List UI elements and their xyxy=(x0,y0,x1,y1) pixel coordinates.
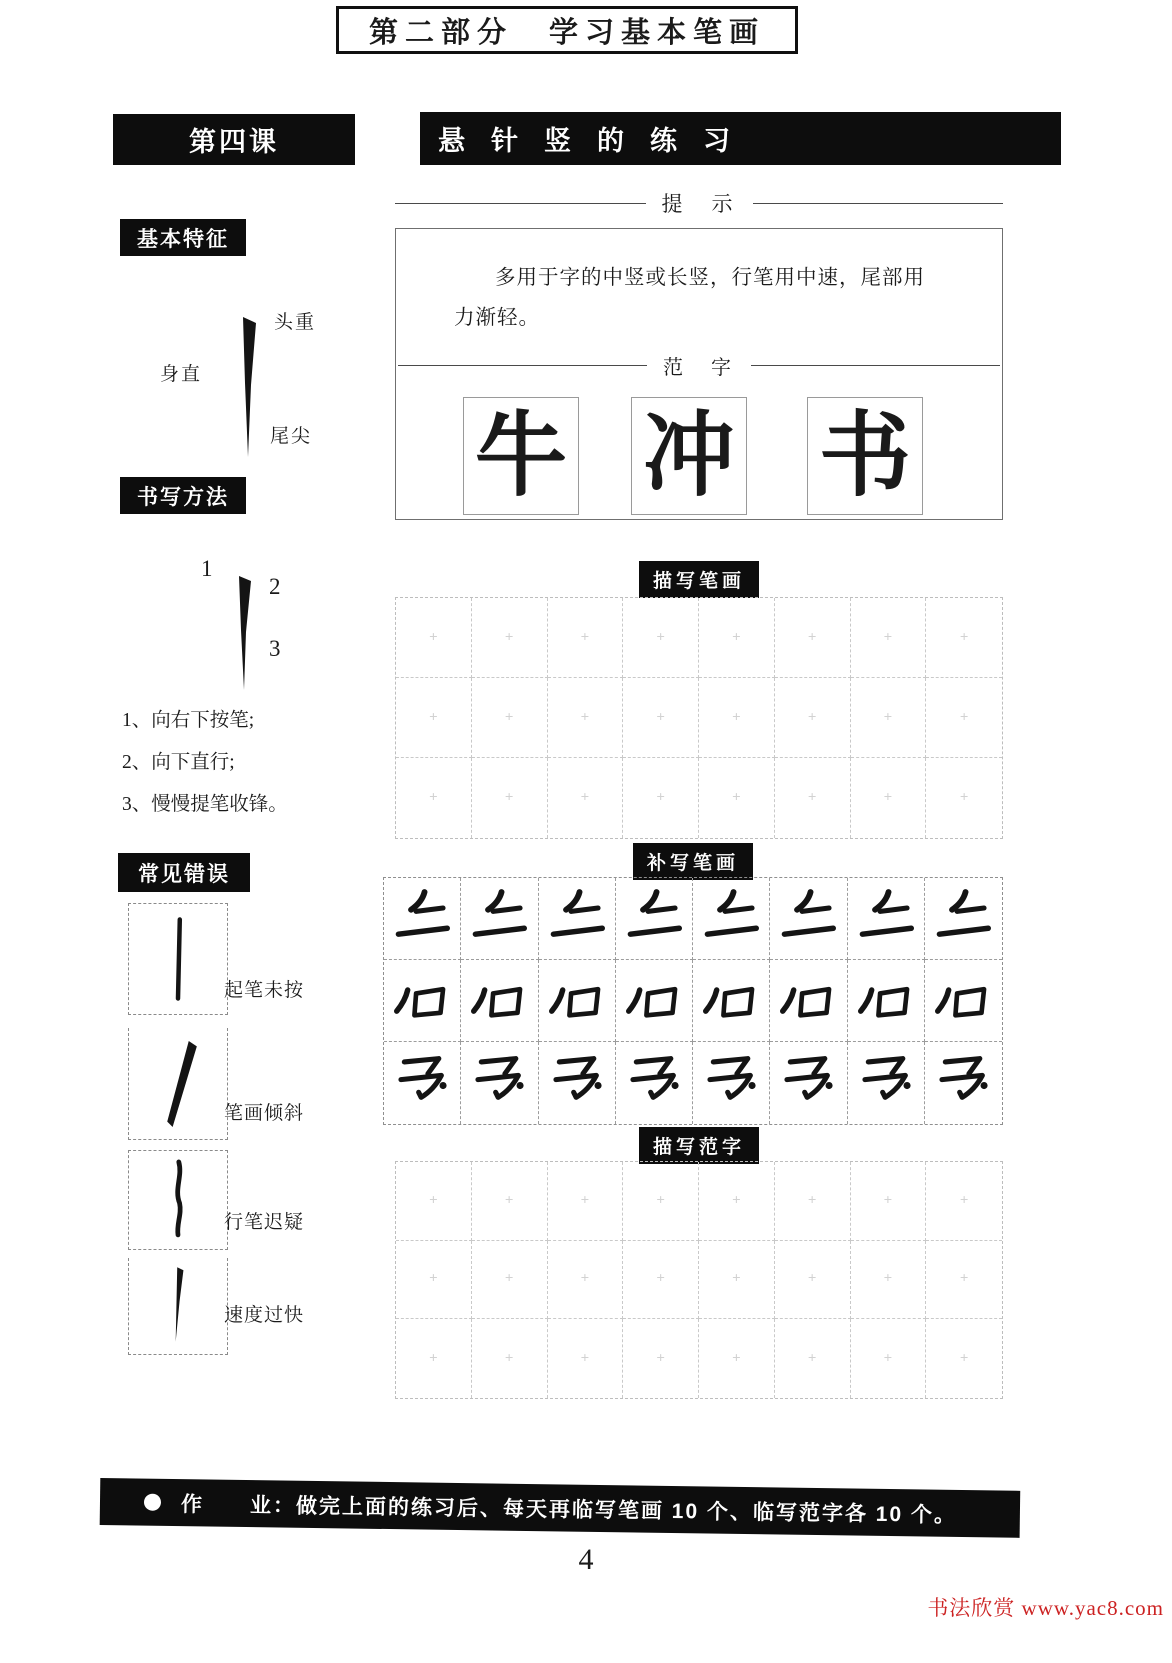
partial-chong-glyph xyxy=(467,966,531,1036)
unpressed-start-stroke-icon xyxy=(132,907,224,1011)
practice-cell xyxy=(623,1319,699,1398)
error-label: 速度过快 xyxy=(224,1305,305,1326)
partial-shu-glyph xyxy=(545,1048,609,1118)
practice-cell xyxy=(851,678,927,758)
step-mark-3: 3 xyxy=(269,636,281,661)
practice-cell xyxy=(548,1241,624,1320)
partial-shu-glyph xyxy=(390,1048,454,1118)
practice-cell xyxy=(472,1319,548,1398)
practice-cell xyxy=(472,1241,548,1320)
page-number: 4 xyxy=(578,1543,594,1576)
practice-cell xyxy=(926,1162,1002,1241)
practice-cell xyxy=(548,1162,624,1241)
partial-niu-glyph xyxy=(854,884,918,954)
feature-annotation-bottom: 尾尖 xyxy=(270,426,313,447)
practice-cell xyxy=(770,960,847,1042)
practice-cell xyxy=(775,1241,851,1320)
hint-heading-row xyxy=(395,188,1003,218)
practice-cell xyxy=(699,1241,775,1320)
practice-cell xyxy=(775,758,851,838)
practice-cell xyxy=(775,1162,851,1241)
practice-cell xyxy=(693,960,770,1042)
method-stroke-icon xyxy=(227,570,261,694)
hint-heading: 提 示 xyxy=(661,192,737,216)
partial-niu-glyph xyxy=(776,884,840,954)
partial-chong-glyph xyxy=(854,966,918,1036)
hint-text: 多用于字的中竖或长竖，行笔用中速，尾部用力渐轻。 xyxy=(454,267,925,329)
trace-models-grid xyxy=(395,1161,1003,1399)
hesitant-stroke-icon xyxy=(132,1154,224,1246)
practice-cell xyxy=(693,878,770,960)
practice-cell xyxy=(848,960,925,1042)
error-label: 起笔未按 xyxy=(224,980,305,1001)
rule-line xyxy=(395,203,646,204)
practice-cell xyxy=(461,1042,538,1124)
practice-cell xyxy=(623,1241,699,1320)
practice-cell xyxy=(384,1042,461,1124)
method-step: 3、慢慢提笔收锋。 xyxy=(122,794,288,815)
practice-cell xyxy=(396,1241,472,1320)
practice-cell xyxy=(693,1042,770,1124)
model-character: 冲 xyxy=(642,405,735,507)
practice-cell xyxy=(699,598,775,678)
watermark: 书法欣赏 www.yac8.com xyxy=(927,1596,1164,1620)
practice-cell xyxy=(396,758,472,838)
practice-cell xyxy=(623,598,699,678)
hint-panel xyxy=(395,228,1003,520)
partial-chong-glyph xyxy=(776,966,840,1036)
partial-niu-glyph xyxy=(931,884,995,954)
practice-cell xyxy=(926,1319,1002,1398)
error-example-box xyxy=(128,1150,228,1250)
model-character: 牛 xyxy=(474,405,567,507)
practice-cell xyxy=(461,878,538,960)
practice-cell xyxy=(623,1162,699,1241)
error-example-box xyxy=(128,1258,228,1355)
practice-cell xyxy=(396,678,472,758)
partial-niu-glyph xyxy=(467,884,531,954)
step-mark-2: 2 xyxy=(269,574,281,599)
partial-shu-glyph xyxy=(467,1048,531,1118)
trace-models-label-row xyxy=(395,1127,1003,1164)
practice-cell xyxy=(770,878,847,960)
partial-shu-glyph xyxy=(776,1048,840,1118)
practice-cell xyxy=(848,1042,925,1124)
error-example-box xyxy=(128,903,228,1015)
practice-cell xyxy=(851,1241,927,1320)
section-label-writing-method: 书写方法 xyxy=(120,477,246,514)
practice-cell xyxy=(461,960,538,1042)
complete-strokes-label-row xyxy=(383,843,1003,880)
partial-chong-glyph xyxy=(545,966,609,1036)
practice-cell xyxy=(699,1162,775,1241)
trace-strokes-label-row xyxy=(395,561,1003,598)
lesson-topic-bar: 悬针竖的练习 xyxy=(420,112,1061,165)
practice-cell xyxy=(699,1319,775,1398)
error-label: 笔画倾斜 xyxy=(224,1103,305,1124)
practice-cell xyxy=(926,598,1002,678)
practice-cell xyxy=(851,598,927,678)
feature-annotation-side: 身直 xyxy=(160,364,203,385)
practice-cell xyxy=(616,1042,693,1124)
practice-cell xyxy=(616,878,693,960)
rule-line xyxy=(398,365,647,366)
method-step: 2、向下直行; xyxy=(122,752,235,773)
model-char-box xyxy=(631,397,747,515)
practice-cell xyxy=(851,1319,927,1398)
partial-chong-glyph xyxy=(931,966,995,1036)
practice-cell xyxy=(396,598,472,678)
tilted-stroke-icon xyxy=(132,1032,224,1136)
error-example-box xyxy=(128,1028,228,1140)
partial-niu-glyph xyxy=(699,884,763,954)
method-steps xyxy=(122,700,388,826)
practice-cell xyxy=(472,1162,548,1241)
partial-niu-glyph xyxy=(622,884,686,954)
practice-cell xyxy=(548,758,624,838)
practice-cell xyxy=(925,878,1002,960)
practice-cell xyxy=(926,678,1002,758)
part-title: 第二部分 学习基本笔画 xyxy=(336,6,798,54)
practice-cell xyxy=(925,960,1002,1042)
section-label-common-errors: 常见错误 xyxy=(118,853,250,892)
model-character: 书 xyxy=(818,405,911,507)
practice-cell xyxy=(616,960,693,1042)
complete-strokes-label: 补写笔画 xyxy=(633,843,753,880)
homework-text: 作 业：做完上面的练习后、每天再临写笔画 10 个、临写范字各 10 个。 xyxy=(180,1492,958,1527)
partial-chong-glyph xyxy=(390,966,454,1036)
trace-strokes-label: 描写笔画 xyxy=(639,561,759,598)
method-step: 1、向右下按笔; xyxy=(122,710,255,731)
practice-cell xyxy=(623,758,699,838)
practice-cell xyxy=(472,758,548,838)
hanging-needle-stroke-icon xyxy=(230,311,266,461)
practice-cell xyxy=(775,1319,851,1398)
practice-cell xyxy=(851,1162,927,1241)
too-fast-stroke-icon xyxy=(132,1261,224,1351)
partial-shu-glyph xyxy=(622,1048,686,1118)
practice-cell xyxy=(623,678,699,758)
partial-shu-glyph xyxy=(854,1048,918,1118)
trace-strokes-grid xyxy=(395,597,1003,839)
practice-cell xyxy=(548,598,624,678)
practice-cell xyxy=(384,960,461,1042)
model-char-box xyxy=(463,397,579,515)
practice-cell xyxy=(548,678,624,758)
practice-cell xyxy=(539,1042,616,1124)
practice-cell xyxy=(396,1162,472,1241)
step-mark-1: 1 xyxy=(201,556,213,581)
practice-cell xyxy=(539,878,616,960)
method-diagram xyxy=(175,548,325,698)
feature-annotation-top: 头重 xyxy=(274,312,317,333)
section-label-basic-features: 基本特征 xyxy=(120,219,246,256)
practice-cell xyxy=(775,678,851,758)
practice-cell xyxy=(699,758,775,838)
practice-cell xyxy=(770,1042,847,1124)
practice-cell xyxy=(926,1241,1002,1320)
error-label: 行笔迟疑 xyxy=(224,1212,305,1233)
practice-cell xyxy=(548,1319,624,1398)
rule-line xyxy=(753,203,1004,204)
practice-cell xyxy=(472,598,548,678)
partial-shu-glyph xyxy=(699,1048,763,1118)
practice-cell xyxy=(775,598,851,678)
complete-strokes-grid xyxy=(383,877,1003,1125)
practice-cell xyxy=(384,878,461,960)
practice-cell xyxy=(539,960,616,1042)
practice-cell xyxy=(926,758,1002,838)
practice-cell xyxy=(925,1042,1002,1124)
models-heading: 范 字 xyxy=(663,357,735,379)
practice-cell xyxy=(851,758,927,838)
partial-chong-glyph xyxy=(622,966,686,1036)
partial-niu-glyph xyxy=(390,884,454,954)
rule-line xyxy=(751,365,1000,366)
practice-cell xyxy=(699,678,775,758)
lesson-number-bar: 第四课 xyxy=(113,114,355,165)
bullet-icon xyxy=(144,1494,161,1511)
partial-niu-glyph xyxy=(545,884,609,954)
homework-bar xyxy=(100,1478,1021,1538)
practice-cell xyxy=(396,1319,472,1398)
practice-cell xyxy=(848,878,925,960)
model-char-box xyxy=(807,397,923,515)
feature-diagram xyxy=(150,295,360,470)
practice-cell xyxy=(472,678,548,758)
models-heading-row xyxy=(396,351,1002,380)
partial-chong-glyph xyxy=(699,966,763,1036)
trace-models-label: 描写范字 xyxy=(639,1127,759,1164)
partial-shu-glyph xyxy=(931,1048,995,1118)
